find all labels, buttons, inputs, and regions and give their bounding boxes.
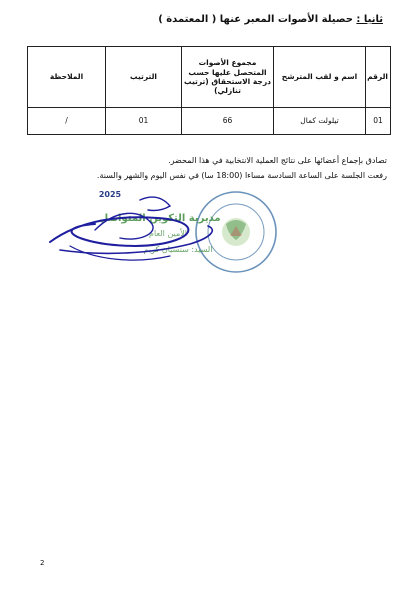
table-header-row — [28, 47, 391, 108]
cell-rank: 01 — [106, 108, 182, 135]
cell-votes: 66 — [182, 108, 274, 135]
approval-statement: تصادق بإجماع أعضائها على نتائج العملية الانتخابية في هذا المحضر. — [168, 156, 387, 165]
header-rank: الترتيب — [106, 47, 182, 108]
stamp-line-2: الأمين العام — [148, 229, 188, 238]
stamp-line-3: السيد: سنسيان كريم — [143, 245, 213, 254]
cell-number: 01 — [366, 108, 391, 135]
cell-candidate-name: تيلولت كمال — [274, 108, 366, 135]
results-table — [27, 46, 391, 135]
section-title: حصيلة الأصوات المعبر عنها ( المعتمدة ) — [158, 14, 353, 25]
section-heading — [158, 14, 383, 25]
header-number: الرقم — [366, 47, 391, 108]
round-seal-icon — [196, 192, 276, 272]
closing-statement: رفعت الجلسة على الساعة السادسة مساءا (18:00 سا) في نفس اليوم والشهر والسنة. — [96, 171, 387, 180]
header-candidate-name: اسم و لقب المترشح — [274, 47, 366, 108]
stamp-date: 2025 — [98, 190, 122, 199]
header-votes-total: مجموع الأصوات المتحصل عليها حسب درجة الاستحقاق (ترتيب تنازلي) — [182, 47, 274, 108]
table-row — [28, 108, 391, 135]
stamp-signature-area — [40, 180, 280, 295]
cell-remark: / — [28, 108, 106, 135]
header-remark: الملاحظة — [28, 47, 106, 108]
page-number: 2 — [40, 559, 45, 567]
section-prefix: ثانيا : — [356, 14, 383, 25]
stamp-line-1: مديرية التكوين المتواصل — [99, 213, 221, 224]
